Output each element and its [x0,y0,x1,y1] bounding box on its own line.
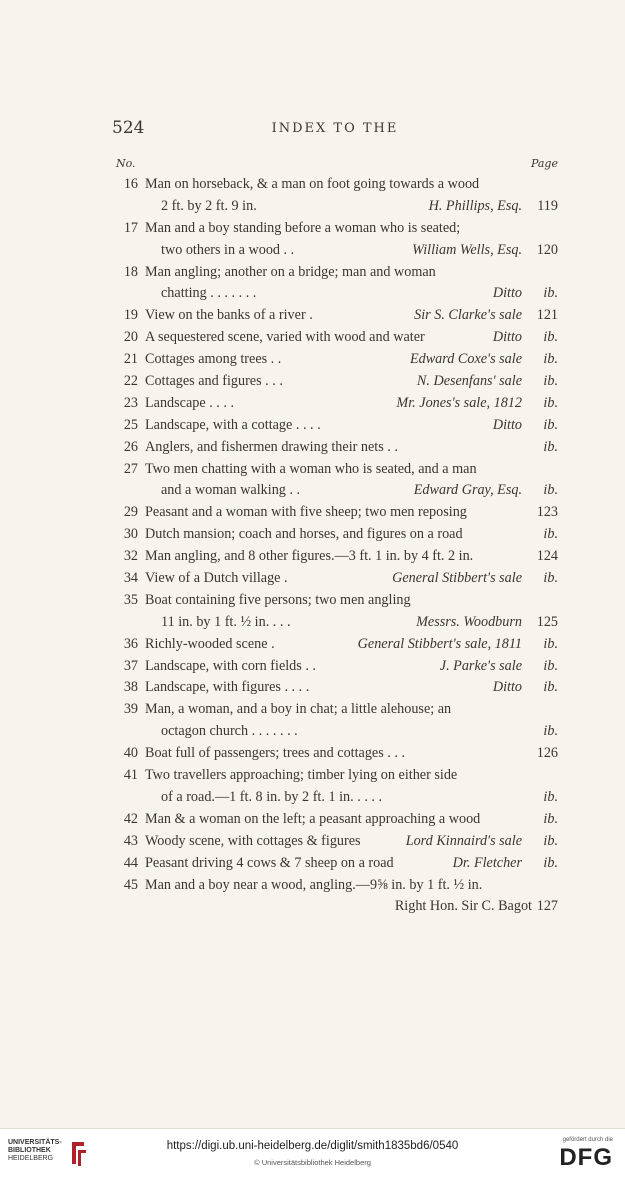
entry-description: A sequestered scene, varied with wood and water [145,329,425,346]
entry-number: 32 [123,548,138,565]
entry-page: 124 [536,548,558,565]
entry-description: chatting . . . . . . . [161,285,257,302]
entry-page: ib. [543,329,558,346]
entry-source: Ditto [492,679,522,696]
entry-source: Sir S. Clarke's sale [414,307,522,324]
entry-number: 21 [123,351,138,368]
library-name-line: UNIVERSITÄTS- [8,1139,62,1146]
entry-description: octagon church . . . . . . . [161,723,298,740]
entry-number: 43 [123,832,138,849]
index-entry-continuation [112,612,558,634]
entry-page: 123 [536,504,558,521]
entry-number: 34 [123,570,138,587]
entry-description: Man and a boy standing before a woman who is seated; [145,219,461,236]
entry-description: Man & a woman on the left; a peasant approaching a wood [145,810,481,827]
index-entry-continuation [112,196,558,218]
entry-page: 127 [536,898,558,915]
library-name-line: BIBLIOTHEK [8,1147,51,1154]
index-entry [112,853,558,875]
entry-description: Boat full of passengers; trees and cottages . . . [145,745,406,762]
index-entry [112,349,558,371]
entry-description: Landscape, with figures . . . . [145,679,310,696]
entry-number: 42 [123,810,138,827]
entry-description: Richly-wooded scene . [145,635,275,652]
index-entry [112,327,558,349]
entry-source: Dr. Fletcher [452,854,522,871]
index-entry [112,634,558,656]
entry-page: ib. [543,373,558,390]
entry-page: ib. [543,570,558,587]
entry-source: General Stibbert's sale [392,570,522,587]
index-entry [112,831,558,853]
entry-description: Peasant and a woman with five sheep; two men reposing [145,504,467,521]
index-entry [112,524,558,546]
entry-source: General Stibbert's sale, 1811 [357,635,522,652]
entry-description: Man angling, and 8 other figures.—3 ft. 1 in. by 4 ft. 2 in. [145,548,474,565]
entry-description: 11 in. by 1 ft. ½ in. . . . [161,613,291,630]
index-entry [112,677,558,699]
entry-number: 40 [123,745,138,762]
entry-source: Ditto [492,329,522,346]
entry-page: 119 [537,197,558,214]
entry-page: ib. [543,788,558,805]
index-entry [112,393,558,415]
index-entry [112,765,558,787]
library-name-line: HEIDELBERG [8,1155,54,1162]
index-entry [112,262,558,284]
entry-description: and a woman walking . . [161,482,301,499]
index-entry-continuation [112,283,558,305]
entry-page: ib. [543,635,558,652]
index-entry [112,875,558,897]
entry-source: Messrs. Woodburn [416,613,522,630]
index-entry [112,371,558,393]
entry-description: Dutch mansion; coach and horses, and figures on a road [145,526,463,543]
entry-number: 16 [123,176,138,192]
index-entry [112,568,558,590]
index-entry-continuation [112,787,558,809]
entry-description: Woody scene, with cottages & figures [145,832,361,849]
entry-description: of a road.—1 ft. 8 in. by 2 ft. 1 in. . . . . [161,788,383,805]
page-title: INDEX TO THE [271,121,399,136]
entry-source: Edward Coxe's sale [409,351,522,368]
entry-description: Man, a woman, and a boy in chat; a little alehouse; an [145,701,452,718]
entry-description: Landscape, with a cottage . . . . [145,416,321,433]
index-entry [112,502,558,524]
entry-number: 19 [123,307,138,324]
entry-description: Two men chatting with a woman who is seated, and a man [145,460,477,477]
index-entry [112,809,558,831]
entry-page: ib. [543,679,558,696]
entry-page: ib. [543,351,558,368]
index-entry [112,459,558,481]
entry-page: ib. [543,723,558,740]
entry-page: ib. [543,438,558,455]
entry-description: Man angling; another on a bridge; man and woman [145,263,436,280]
entry-number: 37 [123,657,138,674]
entry-source: H. Phillips, Esq. [428,197,522,214]
index-entry [112,174,558,196]
entry-source: Ditto [492,285,522,302]
index-entry-continuation [112,721,558,743]
entry-description: Man and a boy near a wood, angling.—9⅝ in. by 1 ft. ½ in. [145,876,483,893]
entry-page: 120 [536,241,558,258]
footer-bar [0,1128,625,1177]
entry-number: 29 [123,504,138,521]
entry-description: Man on horseback, & a man on foot going towards a wood [145,176,480,192]
running-header [112,118,558,142]
entry-page: ib. [543,285,558,302]
entry-page: ib. [543,482,558,499]
index-entry [112,590,558,612]
permalink-url[interactable]: https://digi.ub.uni-heidelberg.de/diglit/smith1835bd6/0540 [166,1140,459,1152]
entry-description: View on the banks of a river . [145,307,313,324]
entry-source: Mr. Jones's sale, 1812 [396,394,522,411]
index-entry-continuation [112,240,558,262]
index-entry [112,305,558,327]
dfg-logo: DFG [559,1144,613,1171]
entry-description: two others in a wood . . [161,241,295,258]
column-heading-number: No. [116,157,136,170]
entry-description: Boat containing five persons; two men angling [145,591,411,608]
index-entries [112,174,558,918]
entry-page: ib. [543,657,558,674]
entry-number: 44 [123,854,138,871]
entry-description: View of a Dutch village . [145,570,288,587]
entry-number: 23 [123,394,138,411]
entry-number: 22 [123,373,138,390]
entry-page: 125 [536,613,558,630]
entry-number: 35 [123,591,138,608]
entry-page: ib. [543,394,558,411]
entry-description: Landscape . . . . [145,394,235,411]
page-number: 524 [112,118,145,138]
index-entry [112,218,558,240]
entry-number: 41 [123,767,138,784]
entry-page: 121 [536,307,558,324]
index-entry [112,743,558,765]
entry-description: Peasant driving 4 cows & 7 sheep on a road [145,854,394,871]
entry-number: 36 [123,635,138,652]
entry-number: 18 [123,263,138,280]
entry-description: Landscape, with corn fields . . [145,657,316,674]
entry-source: N. Desenfans' sale [416,373,522,390]
entry-number: 20 [123,329,138,346]
entry-number: 38 [123,679,138,696]
index-entry [112,415,558,437]
entry-number: 45 [123,876,138,893]
index-entry [112,437,558,459]
entry-source: Edward Gray, Esq. [413,482,522,499]
entry-number: 30 [123,526,138,543]
entry-page: ib. [543,526,558,543]
copyright-notice: © Universitätsbibliothek Heidelberg [254,1158,371,1167]
entry-description: Two travellers approaching; timber lying on either side [145,767,458,784]
entry-description: Cottages and figures . . . [145,373,283,390]
entry-source: William Wells, Esq. [412,241,522,258]
entry-description: Cottages among trees . . [145,351,282,368]
entry-page: 126 [536,745,558,762]
entry-page: ib. [543,810,558,827]
entry-page: ib. [543,416,558,433]
entry-description: Right Hon. Sir C. Bagot [394,898,532,915]
entry-description: Anglers, and fishermen drawing their nets . . [145,438,398,455]
entry-number: 17 [123,219,138,236]
funder-label: gefördert durch die [562,1137,613,1143]
column-heading-page: Page [530,157,558,170]
index-entry-continuation [112,896,558,918]
entry-source: Lord Kinnaird's sale [405,832,522,849]
entry-source: J. Parke's sale [439,657,522,674]
entry-number: 39 [123,701,138,718]
column-headings [112,157,558,171]
index-entry [112,546,558,568]
index-entry-continuation [112,480,558,502]
entry-number: 26 [123,438,138,455]
entry-number: 27 [123,460,138,477]
entry-page: ib. [543,854,558,871]
entry-number: 25 [123,416,138,433]
entry-page: ib. [543,832,558,849]
entry-description: 2 ft. by 2 ft. 9 in. [161,197,257,214]
index-entry [112,656,558,678]
entry-source: Ditto [492,416,522,433]
index-entry [112,699,558,721]
